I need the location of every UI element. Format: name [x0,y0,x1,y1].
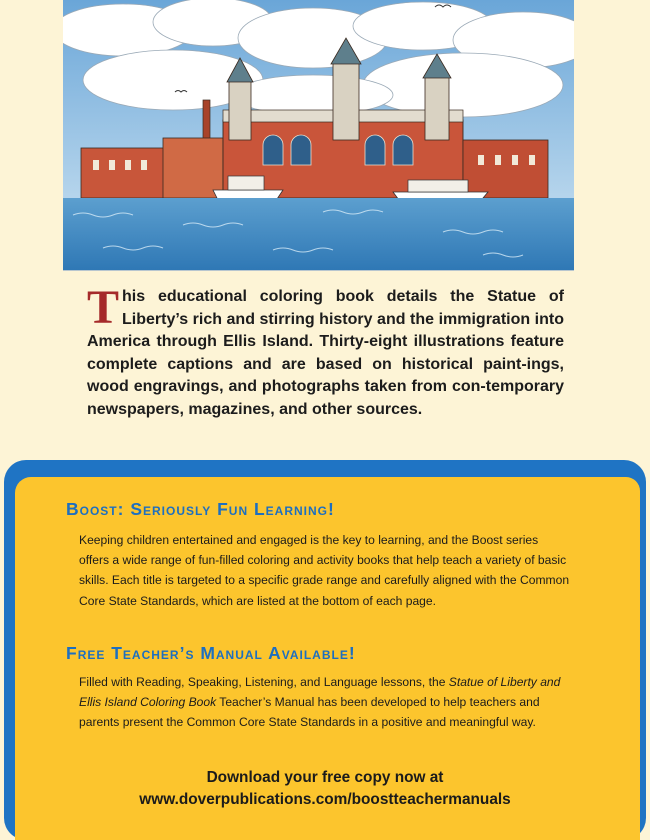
manual-description [79,672,571,733]
boost-description: Keeping children entertained and engaged is the key to learning, and the Boost series offers a wide range of fun-filled coloring and activity books that help teach a variety of basic skills. Each title is targeted to a specific grade range and carefully aligned with the Common Core State Standards, which are listed at the bottom of each page. [79,533,570,608]
intro-paragraph [87,281,564,422]
intro-text: his educational coloring book details the Statue of Liberty’s rich and stirring history and the immigration into America through Ellis Island. Thirty-eight illustrations feature complete captions and are based on historical paint-ings, wood engravings, and photographs taken from con-temporary newspapers, magazines, and other sources. [87,288,564,418]
manual-text-before: Filled with Reading, Speaking, Listening, and Language lessons, the [79,675,449,689]
manual-heading: Free Teacher’s Manual Available! [66,643,356,663]
download-callout [79,767,571,811]
ellis-island-illustration [63,0,574,271]
manual-text-after: Teacher’s Manual has been developed to help teachers and parents present the Common Core State Standards in a positive and meaningful way. [79,695,540,730]
download-url[interactable]: www.doverpublications.com/boostteachermanuals [139,791,511,808]
drop-cap: T [87,281,120,334]
download-line: Download your free copy now at [206,769,444,786]
manual-book-title: Statue of Liberty and Ellis Island Coloring Book [79,675,561,710]
boost-heading: Boost: Seriously Fun Learning! [66,499,335,519]
